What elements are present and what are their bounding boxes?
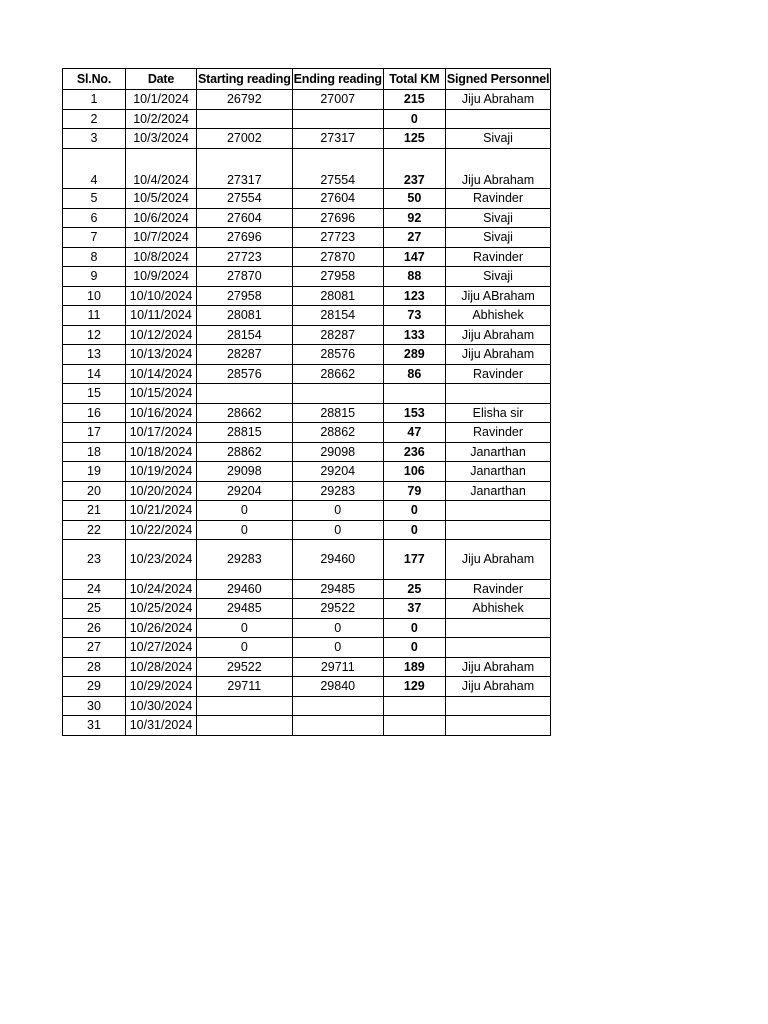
mileage-log-table xyxy=(62,68,551,736)
cell-start: 28815 xyxy=(197,423,293,443)
cell-sl: 23 xyxy=(63,540,126,580)
cell-end: 29485 xyxy=(292,579,383,599)
table-row xyxy=(63,677,551,697)
cell-signed xyxy=(445,501,550,521)
cell-signed: Jiju Abraham xyxy=(445,325,550,345)
table-row xyxy=(63,189,551,209)
cell-sl: 9 xyxy=(63,267,126,287)
cell-date: 10/5/2024 xyxy=(126,189,197,209)
cell-sl: 16 xyxy=(63,403,126,423)
cell-date: 10/24/2024 xyxy=(126,579,197,599)
cell-sl: 7 xyxy=(63,228,126,248)
cell-signed: Jiju Abraham xyxy=(445,677,550,697)
cell-date: 10/20/2024 xyxy=(126,481,197,501)
cell-date: 10/13/2024 xyxy=(126,345,197,365)
cell-date: 10/15/2024 xyxy=(126,384,197,404)
cell-signed: Janarthan xyxy=(445,442,550,462)
cell-signed: Sivaji xyxy=(445,129,550,149)
cell-date: 10/30/2024 xyxy=(126,696,197,716)
cell-end xyxy=(292,109,383,129)
cell-sl: 19 xyxy=(63,462,126,482)
cell-end: 28576 xyxy=(292,345,383,365)
cell-date: 10/22/2024 xyxy=(126,520,197,540)
cell-sl: 20 xyxy=(63,481,126,501)
cell-end: 28287 xyxy=(292,325,383,345)
cell-sl: 29 xyxy=(63,677,126,697)
cell-start: 27554 xyxy=(197,189,293,209)
cell-total: 88 xyxy=(383,267,445,287)
cell-end: 29204 xyxy=(292,462,383,482)
cell-signed xyxy=(445,109,550,129)
cell-signed: Abhishek xyxy=(445,306,550,326)
cell-end xyxy=(292,716,383,736)
cell-start: 0 xyxy=(197,501,293,521)
cell-date: 10/25/2024 xyxy=(126,599,197,619)
table-row xyxy=(63,696,551,716)
cell-signed: Jiju Abraham xyxy=(445,540,550,580)
cell-start: 29098 xyxy=(197,462,293,482)
table-row xyxy=(63,462,551,482)
cell-date: 10/31/2024 xyxy=(126,716,197,736)
cell-total xyxy=(383,384,445,404)
cell-signed: Abhishek xyxy=(445,599,550,619)
cell-start: 0 xyxy=(197,520,293,540)
cell-sl: 3 xyxy=(63,129,126,149)
cell-signed: Sivaji xyxy=(445,208,550,228)
cell-signed: Sivaji xyxy=(445,267,550,287)
cell-start: 0 xyxy=(197,618,293,638)
cell-sl: 26 xyxy=(63,618,126,638)
cell-signed: Jiju Abraham xyxy=(445,90,550,110)
cell-sl: 5 xyxy=(63,189,126,209)
cell-start: 27696 xyxy=(197,228,293,248)
cell-date: 10/7/2024 xyxy=(126,228,197,248)
cell-signed: Jiju Abraham xyxy=(445,657,550,677)
cell-total: 125 xyxy=(383,129,445,149)
cell-date: 10/23/2024 xyxy=(126,540,197,580)
cell-sl: 2 xyxy=(63,109,126,129)
cell-signed: Janarthan xyxy=(445,481,550,501)
cell-sl: 1 xyxy=(63,90,126,110)
cell-signed: Ravinder xyxy=(445,423,550,443)
cell-sl: 8 xyxy=(63,247,126,267)
cell-start: 29204 xyxy=(197,481,293,501)
cell-date: 10/8/2024 xyxy=(126,247,197,267)
cell-signed xyxy=(445,696,550,716)
cell-total: 133 xyxy=(383,325,445,345)
cell-start xyxy=(197,109,293,129)
cell-date: 10/19/2024 xyxy=(126,462,197,482)
cell-end: 27870 xyxy=(292,247,383,267)
cell-end: 29283 xyxy=(292,481,383,501)
cell-total: 0 xyxy=(383,618,445,638)
cell-end xyxy=(292,384,383,404)
cell-end: 27696 xyxy=(292,208,383,228)
table-row xyxy=(63,286,551,306)
cell-sl: 6 xyxy=(63,208,126,228)
cell-end: 28154 xyxy=(292,306,383,326)
cell-end: 27723 xyxy=(292,228,383,248)
cell-date: 10/14/2024 xyxy=(126,364,197,384)
cell-signed: Sivaji xyxy=(445,228,550,248)
cell-total: 129 xyxy=(383,677,445,697)
cell-start: 28862 xyxy=(197,442,293,462)
cell-sl: 14 xyxy=(63,364,126,384)
cell-signed xyxy=(445,716,550,736)
table-row xyxy=(63,520,551,540)
header-signed-personnel: Signed Personnel xyxy=(445,69,550,90)
cell-date: 10/28/2024 xyxy=(126,657,197,677)
cell-signed: Jiju Abraham xyxy=(445,345,550,365)
cell-total: 73 xyxy=(383,306,445,326)
table-row xyxy=(63,716,551,736)
cell-start: 26792 xyxy=(197,90,293,110)
cell-total: 147 xyxy=(383,247,445,267)
cell-start: 29711 xyxy=(197,677,293,697)
cell-signed xyxy=(445,618,550,638)
table-row xyxy=(63,423,551,443)
table-row xyxy=(63,657,551,677)
cell-end: 0 xyxy=(292,520,383,540)
cell-start: 27317 xyxy=(197,148,293,189)
table-row xyxy=(63,618,551,638)
table-row xyxy=(63,442,551,462)
cell-total: 25 xyxy=(383,579,445,599)
cell-sl: 30 xyxy=(63,696,126,716)
cell-signed xyxy=(445,638,550,658)
cell-total: 215 xyxy=(383,90,445,110)
table-row xyxy=(63,540,551,580)
cell-sl: 11 xyxy=(63,306,126,326)
header-row xyxy=(63,69,551,90)
cell-signed: Elisha sir xyxy=(445,403,550,423)
cell-total: 236 xyxy=(383,442,445,462)
cell-end: 27604 xyxy=(292,189,383,209)
cell-signed: Ravinder xyxy=(445,189,550,209)
table-row xyxy=(63,501,551,521)
cell-date: 10/1/2024 xyxy=(126,90,197,110)
cell-date: 10/18/2024 xyxy=(126,442,197,462)
cell-start: 27604 xyxy=(197,208,293,228)
cell-sl: 24 xyxy=(63,579,126,599)
cell-sl: 12 xyxy=(63,325,126,345)
table-row xyxy=(63,481,551,501)
cell-total: 189 xyxy=(383,657,445,677)
cell-end: 29711 xyxy=(292,657,383,677)
cell-start: 28662 xyxy=(197,403,293,423)
table-row xyxy=(63,109,551,129)
table-row xyxy=(63,325,551,345)
cell-sl: 22 xyxy=(63,520,126,540)
cell-end: 28081 xyxy=(292,286,383,306)
cell-signed: Ravinder xyxy=(445,364,550,384)
cell-start xyxy=(197,716,293,736)
table-row xyxy=(63,384,551,404)
cell-signed: Ravinder xyxy=(445,579,550,599)
cell-start: 27958 xyxy=(197,286,293,306)
cell-total: 153 xyxy=(383,403,445,423)
table-row xyxy=(63,208,551,228)
table-row xyxy=(63,90,551,110)
header-sl-no: Sl.No. xyxy=(63,69,126,90)
cell-end: 27958 xyxy=(292,267,383,287)
cell-total: 106 xyxy=(383,462,445,482)
cell-end: 0 xyxy=(292,501,383,521)
cell-date: 10/29/2024 xyxy=(126,677,197,697)
cell-total: 47 xyxy=(383,423,445,443)
table-row xyxy=(63,403,551,423)
cell-sl: 17 xyxy=(63,423,126,443)
cell-sl: 27 xyxy=(63,638,126,658)
cell-date: 10/4/2024 xyxy=(126,148,197,189)
cell-start: 29460 xyxy=(197,579,293,599)
cell-start: 29485 xyxy=(197,599,293,619)
cell-date: 10/21/2024 xyxy=(126,501,197,521)
cell-total: 86 xyxy=(383,364,445,384)
cell-start: 0 xyxy=(197,638,293,658)
cell-sl: 10 xyxy=(63,286,126,306)
cell-date: 10/17/2024 xyxy=(126,423,197,443)
cell-sl: 18 xyxy=(63,442,126,462)
cell-total: 92 xyxy=(383,208,445,228)
cell-start: 27870 xyxy=(197,267,293,287)
cell-end: 28862 xyxy=(292,423,383,443)
table-row xyxy=(63,267,551,287)
cell-start xyxy=(197,696,293,716)
cell-total: 27 xyxy=(383,228,445,248)
cell-end: 27554 xyxy=(292,148,383,189)
table-row xyxy=(63,345,551,365)
cell-total xyxy=(383,716,445,736)
cell-sl: 28 xyxy=(63,657,126,677)
cell-total: 79 xyxy=(383,481,445,501)
table-row xyxy=(63,228,551,248)
cell-signed: Janarthan xyxy=(445,462,550,482)
table-row xyxy=(63,364,551,384)
table-row xyxy=(63,599,551,619)
cell-signed xyxy=(445,384,550,404)
cell-sl: 15 xyxy=(63,384,126,404)
cell-total: 37 xyxy=(383,599,445,619)
cell-end: 27007 xyxy=(292,90,383,110)
cell-sl: 21 xyxy=(63,501,126,521)
cell-sl: 4 xyxy=(63,148,126,189)
cell-start xyxy=(197,384,293,404)
cell-total: 177 xyxy=(383,540,445,580)
table-row xyxy=(63,638,551,658)
cell-total: 50 xyxy=(383,189,445,209)
cell-date: 10/11/2024 xyxy=(126,306,197,326)
cell-end: 0 xyxy=(292,638,383,658)
cell-start: 28154 xyxy=(197,325,293,345)
cell-sl: 25 xyxy=(63,599,126,619)
cell-start: 27723 xyxy=(197,247,293,267)
cell-end: 27317 xyxy=(292,129,383,149)
cell-date: 10/2/2024 xyxy=(126,109,197,129)
cell-date: 10/16/2024 xyxy=(126,403,197,423)
cell-end: 29098 xyxy=(292,442,383,462)
header-ending-reading: Ending reading xyxy=(292,69,383,90)
cell-signed: Ravinder xyxy=(445,247,550,267)
cell-signed: Jiju ABraham xyxy=(445,286,550,306)
cell-signed: Jiju Abraham xyxy=(445,148,550,189)
cell-start: 29522 xyxy=(197,657,293,677)
cell-date: 10/6/2024 xyxy=(126,208,197,228)
table-row xyxy=(63,129,551,149)
table-row xyxy=(63,148,551,189)
table-row xyxy=(63,306,551,326)
header-total-km: Total KM xyxy=(383,69,445,90)
cell-total: 123 xyxy=(383,286,445,306)
cell-sl: 13 xyxy=(63,345,126,365)
header-date: Date xyxy=(126,69,197,90)
cell-start: 27002 xyxy=(197,129,293,149)
cell-total: 0 xyxy=(383,520,445,540)
cell-end xyxy=(292,696,383,716)
cell-total: 0 xyxy=(383,638,445,658)
cell-end: 0 xyxy=(292,618,383,638)
table-row xyxy=(63,247,551,267)
cell-end: 29460 xyxy=(292,540,383,580)
cell-sl: 31 xyxy=(63,716,126,736)
cell-date: 10/27/2024 xyxy=(126,638,197,658)
cell-start: 28081 xyxy=(197,306,293,326)
header-starting-reading: Starting reading xyxy=(197,69,293,90)
cell-start: 29283 xyxy=(197,540,293,580)
cell-end: 28815 xyxy=(292,403,383,423)
cell-date: 10/3/2024 xyxy=(126,129,197,149)
cell-end: 29522 xyxy=(292,599,383,619)
cell-total: 0 xyxy=(383,501,445,521)
cell-end: 28662 xyxy=(292,364,383,384)
cell-total: 237 xyxy=(383,148,445,189)
cell-signed xyxy=(445,520,550,540)
table-row xyxy=(63,579,551,599)
cell-start: 28287 xyxy=(197,345,293,365)
cell-date: 10/10/2024 xyxy=(126,286,197,306)
cell-date: 10/26/2024 xyxy=(126,618,197,638)
cell-date: 10/9/2024 xyxy=(126,267,197,287)
cell-total: 0 xyxy=(383,109,445,129)
cell-start: 28576 xyxy=(197,364,293,384)
cell-total xyxy=(383,696,445,716)
cell-total: 289 xyxy=(383,345,445,365)
cell-date: 10/12/2024 xyxy=(126,325,197,345)
cell-end: 29840 xyxy=(292,677,383,697)
